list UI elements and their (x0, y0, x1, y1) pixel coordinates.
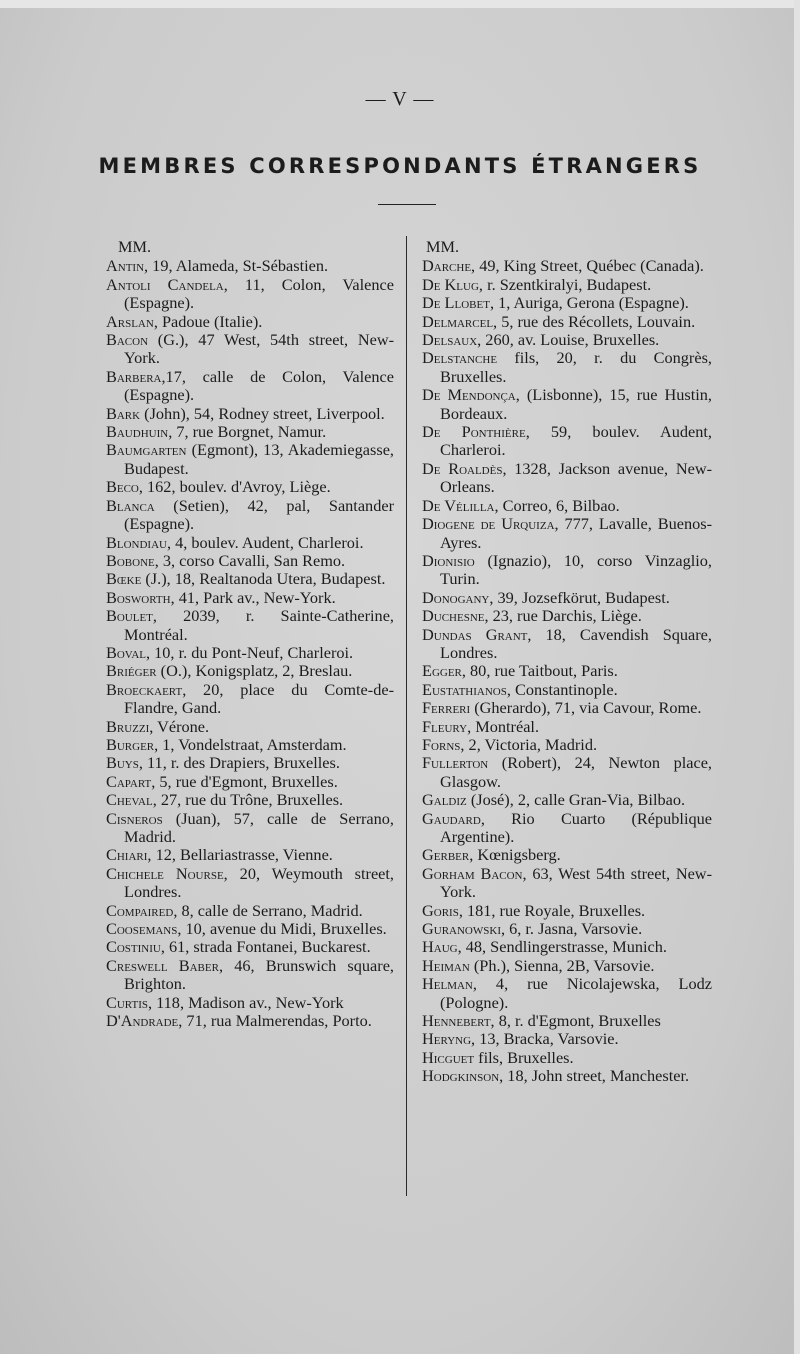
member-name: Goris (422, 900, 459, 920)
member-entry (422, 865, 712, 902)
member-name: Cisneros (106, 808, 163, 828)
member-name: Ferreri (422, 698, 471, 718)
member-name: Delstanche (422, 348, 498, 368)
member-address: , 118, Madison av., New-York (147, 992, 344, 1012)
member-entry (422, 497, 712, 515)
member-name: Bosworth (106, 587, 171, 607)
member-entry (106, 791, 394, 809)
member-name: Eustathianos (422, 679, 507, 699)
member-address: , 10, avenue du Midi, Bruxelles. (177, 919, 387, 939)
member-address: , 7, rue Borgnet, Namur. (168, 422, 327, 442)
member-name: Compaired (106, 900, 174, 920)
member-name: Gorham Bacon (422, 863, 523, 883)
member-entry (106, 570, 394, 588)
member-entry (422, 294, 712, 312)
member-entry (422, 920, 712, 938)
member-address: , 49, King Street, Québec (Canada). (471, 256, 704, 276)
member-entry (422, 1067, 712, 1085)
member-address: , 23, rue Darchis, Liège. (484, 606, 642, 626)
member-name: Egger (422, 661, 462, 681)
member-name: Baumgarten (106, 440, 187, 460)
member-address: , 5, rue d'Egmont, Bruxelles. (151, 771, 338, 791)
member-name: Duchesne (422, 606, 485, 626)
member-address: , 260, av. Louise, Bruxelles. (477, 330, 660, 350)
member-address: , 19, Alameda, St-Sébastien. (144, 256, 329, 276)
member-address: (Ignazio), 10, corso Vinzaglio, Turin. (440, 550, 712, 589)
member-entry (422, 515, 712, 552)
member-name: Hodgkinson (422, 1066, 500, 1086)
member-entry (106, 662, 394, 680)
right-entry-list (422, 257, 712, 1085)
member-address: , 13, Bracka, Varsovie. (471, 1029, 619, 1049)
member-entry (422, 754, 712, 791)
member-entry (106, 994, 394, 1012)
member-entry (106, 497, 394, 534)
member-name: Dundas Grant (422, 624, 528, 644)
member-entry (106, 478, 394, 496)
member-address: , Padoue (Italie). (153, 311, 263, 331)
member-address: , 27, rue du Trône, Bruxelles. (152, 790, 344, 810)
member-entry (106, 423, 394, 441)
member-name: Gerber (422, 845, 470, 865)
member-entry (422, 386, 712, 423)
member-address: , 59, boulev. Audent, Charleroi. (440, 422, 713, 460)
member-name: Hicguet (422, 1047, 475, 1067)
member-address: (Juan), 57, calle de Serrano, Madrid. (124, 808, 394, 846)
member-address: , 18, John street, Manchester. (499, 1066, 690, 1086)
member-entry (422, 718, 712, 736)
member-entry (106, 589, 394, 607)
member-entry (422, 607, 712, 625)
member-name: Chichele Nourse (106, 863, 224, 883)
member-entry (106, 257, 394, 275)
member-entry (422, 1012, 712, 1030)
member-address: , 6, r. Jasna, Varsovie. (500, 919, 643, 939)
member-address: , 80, rue Taitbout, Paris. (461, 661, 618, 681)
member-name: Galdiz (422, 790, 467, 810)
member-entry (106, 810, 394, 847)
member-entry (422, 736, 712, 754)
member-name: Darche (422, 256, 472, 276)
member-name: Blondiau (106, 532, 167, 552)
member-name: Arslan (106, 311, 154, 331)
member-address: (O.), Konigsplatz, 2, Breslau. (156, 661, 353, 681)
member-name: D'Andrade (106, 1011, 179, 1031)
member-address: , (Lisbonne), 15, rue Hustin, Bordeaux. (440, 385, 712, 423)
member-entry (422, 975, 712, 1012)
member-entry (422, 902, 712, 920)
member-name: Cheval (106, 790, 153, 810)
member-entry (106, 938, 394, 956)
member-name: De Ponthière (422, 422, 526, 442)
member-name: Diogene de Urquiza (422, 514, 555, 534)
member-address: , 3, corso Cavalli, San Remo. (154, 550, 346, 570)
member-name: Beco (106, 477, 139, 497)
member-entry (422, 313, 712, 331)
member-name: Delmarcel (422, 311, 494, 331)
member-name: Buys (106, 753, 139, 773)
member-entry (106, 276, 394, 313)
member-entry (422, 791, 712, 809)
member-entry (106, 368, 394, 405)
member-entry (422, 589, 712, 607)
member-entry (422, 460, 712, 497)
member-entry (106, 957, 394, 994)
member-address: , 10, r. du Pont-Neuf, Charleroi. (146, 642, 354, 662)
member-address: , 18, Cavendish Square, Londres. (440, 624, 712, 662)
member-address: , 1, Auriga, Gerona (Espagne). (489, 293, 689, 313)
member-address: , 8, r. d'Egmont, Bruxelles (490, 1011, 661, 1031)
member-entry (422, 846, 712, 864)
member-address: , 1, Vondelstraat, Amsterdam. (154, 734, 347, 754)
member-entry (106, 920, 394, 938)
member-address: , 181, rue Royale, Bruxelles. (458, 900, 646, 920)
member-name: Hennebert (422, 1011, 491, 1031)
member-address: , 20, place du Comte-de-Flandre, Gand. (124, 679, 394, 718)
member-entry (422, 681, 712, 699)
member-name: Chiari (106, 845, 148, 865)
member-address: , 41, Park av., New-York. (170, 587, 336, 607)
member-name: Costiniu (106, 937, 161, 957)
left-column (106, 238, 394, 1030)
member-name: Curtis (106, 992, 148, 1012)
member-name: De Mendonça (422, 385, 516, 405)
member-address: , 5, rue des Récollets, Louvain. (493, 311, 696, 331)
member-name: Boulet (106, 606, 153, 626)
member-address: ,17, calle de Colon, Valence (Espagne). (124, 366, 394, 405)
member-name: Bœke (106, 569, 142, 589)
member-name: Fullerton (422, 753, 489, 773)
member-entry (106, 607, 394, 644)
member-name: Guranowski (422, 919, 501, 939)
member-address: , 162, boulev. d'Avroy, Liège. (138, 477, 331, 497)
member-name: Broeckaert (106, 679, 183, 699)
member-name: Heryng (422, 1029, 472, 1049)
page-right-edge (794, 0, 800, 1354)
member-name: Antoli Candela (106, 274, 224, 294)
column-divider (406, 236, 407, 1196)
page-number: — V — (365, 88, 435, 110)
member-entry (106, 718, 394, 736)
member-address: (J.), 18, Realtanoda Utera, Budapest. (141, 569, 386, 589)
member-address: , 63, West 54th street, New-York. (440, 863, 712, 902)
member-address: , r. Szentkiralyi, Budapest. (478, 274, 652, 294)
member-name: Burger (106, 734, 155, 754)
member-address: , 39, Jozsefkörut, Budapest. (489, 587, 670, 607)
member-entry (422, 662, 712, 680)
member-entry (106, 846, 394, 864)
member-address: , 46, Brunswich square, Brighton. (124, 955, 394, 994)
member-name: Baudhuin (106, 422, 169, 442)
member-entry (106, 644, 394, 662)
member-address: (Setien), 42, pal, Santander (Espagne). (124, 495, 394, 534)
member-entry (422, 423, 712, 460)
member-entry (106, 736, 394, 754)
member-entry (106, 681, 394, 718)
member-entry (422, 1030, 712, 1048)
member-address: , Rio Cuarto (République Argentine). (440, 808, 712, 846)
member-address: (Ph.), Sienna, 2B, Varsovie. (469, 955, 655, 975)
member-name: Haug (422, 937, 458, 957)
member-address: , 12, Bellariastrasse, Vienne. (147, 845, 333, 865)
member-entry (106, 865, 394, 902)
member-entry (106, 534, 394, 552)
title-rule (378, 204, 436, 205)
member-name: Fleury (422, 716, 468, 736)
member-entry (422, 1049, 712, 1067)
member-address: , 20, Weymouth street, Londres. (124, 863, 394, 902)
member-address: , 61, strada Fontanei, Buckarest. (160, 937, 371, 957)
member-address: (G.), 47 West, 54th street, New-York. (124, 330, 394, 368)
member-address: , 2039, r. Sainte-Catherine, Montréal. (124, 606, 394, 644)
member-name: Briéger (106, 661, 157, 681)
member-name: Forns (422, 734, 461, 754)
member-name: Gaudard (422, 808, 481, 828)
member-address: (José), 2, calle Gran-Via, Bilbao. (466, 790, 686, 810)
member-address: , 8, calle de Serrano, Madrid. (173, 900, 363, 920)
member-address: , Vérone. (149, 716, 210, 736)
member-address: fils, Bruxelles. (474, 1047, 574, 1067)
member-entry (422, 276, 712, 294)
member-address: , Kœnigsberg. (469, 845, 561, 865)
member-address: (John), 54, Rodney street, Liverpool. (140, 403, 385, 423)
member-name: Bobone (106, 550, 155, 570)
member-entry (106, 1012, 394, 1030)
member-entry (106, 552, 394, 570)
member-entry (106, 773, 394, 791)
member-name: Coosemans (106, 919, 178, 939)
member-entry (106, 902, 394, 920)
member-address: , 4, rue Nicolajewska, Lodz (Pologne). (440, 974, 712, 1012)
member-entry (106, 405, 394, 423)
member-entry (106, 313, 394, 331)
member-address: (Gherardo), 71, via Cavour, Rome. (470, 698, 702, 718)
member-name: De Vélilla (422, 495, 495, 515)
member-address: , 11, Colon, Valence (Espagne). (124, 274, 394, 313)
member-name: De Llobet (422, 293, 490, 313)
member-entry (422, 349, 712, 386)
member-entry (422, 257, 712, 275)
member-name: Creswell Baber (106, 955, 219, 975)
member-address: , Constantinople. (506, 679, 618, 699)
member-entry (422, 552, 712, 589)
member-address: , 777, Lavalle, Buenos-Ayres. (440, 514, 712, 552)
member-name: Boval (106, 642, 146, 662)
member-name: Dionisio (422, 550, 475, 570)
member-name: Bark (106, 403, 141, 423)
member-name: Helman (422, 974, 473, 994)
member-address: fils, 20, r. du Congrès, Bruxelles. (440, 348, 712, 386)
right-column (422, 238, 712, 1086)
page-title: MEMBRES CORRESPONDANTS ÉTRANGERS (98, 154, 702, 178)
member-entry (106, 331, 394, 368)
member-entry (106, 754, 394, 772)
member-entry (422, 331, 712, 349)
member-address: , 48, Sendlingerstrasse, Munich. (457, 937, 667, 957)
left-entry-list (106, 257, 394, 1030)
member-name: De Roaldès (422, 458, 503, 478)
member-entry (422, 957, 712, 975)
member-name: Capart (106, 771, 152, 791)
member-address: , Montréal. (467, 716, 540, 736)
member-name: Blanca (106, 495, 155, 515)
member-entry (422, 938, 712, 956)
member-entry (422, 810, 712, 847)
member-name: Antin (106, 256, 145, 276)
member-name: Heiman (422, 955, 470, 975)
member-address: , 71, rua Malmerendas, Porto. (178, 1011, 372, 1031)
member-entry (422, 699, 712, 717)
member-name: Barbera (106, 366, 162, 386)
member-address: , 1328, Jackson avenue, New-Orleans. (440, 458, 712, 497)
member-name: Bacon (106, 330, 149, 350)
member-address: (Robert), 24, Newton place, Glasgow. (440, 753, 712, 791)
member-name: De Klug (422, 274, 479, 294)
member-name: Delsaux (422, 330, 478, 350)
member-address: , 2, Victoria, Madrid. (460, 734, 598, 754)
member-name: Donogany (422, 587, 490, 607)
right-column-heading: MM. (426, 237, 460, 256)
member-entry (106, 441, 394, 478)
left-column-heading: MM. (118, 237, 152, 256)
member-entry (422, 626, 712, 663)
member-name: Bruzzi (106, 716, 150, 736)
member-address: (Egmont), 13, Akademiegasse, Budapest. (124, 440, 394, 478)
member-address: , Correo, 6, Bilbao. (494, 495, 620, 515)
member-address: , 11, r. des Drapiers, Bruxelles. (138, 753, 340, 773)
member-address: , 4, boulev. Audent, Charleroi. (166, 532, 364, 552)
page-top-edge (0, 0, 800, 8)
